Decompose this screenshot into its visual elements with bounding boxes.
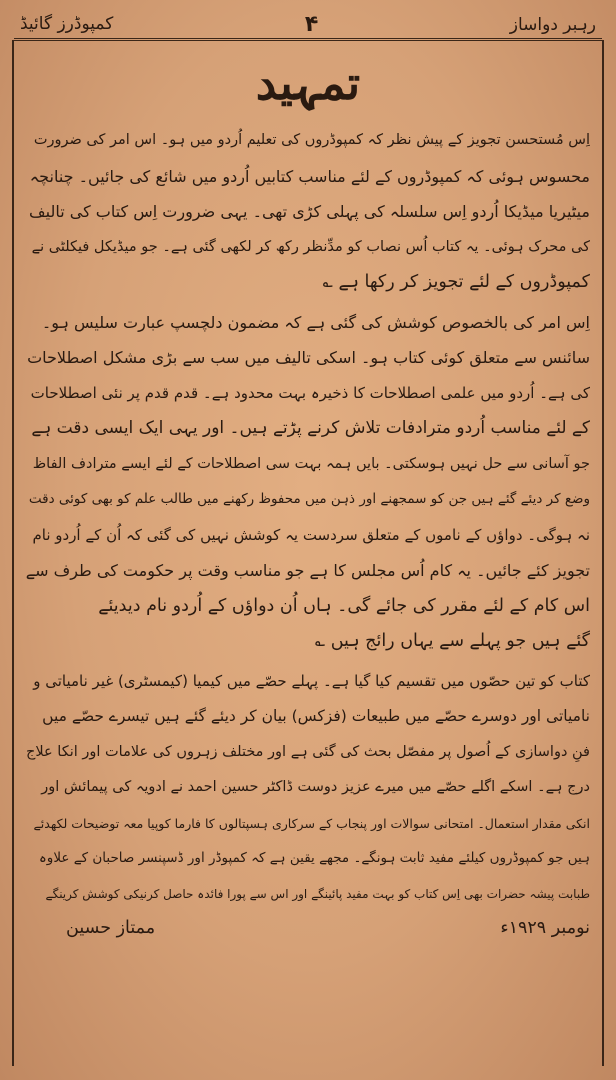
text-line: اس کام کے لئے مقرر کی جائے گی۔ ہاں اُن دواؤں کے اُردو نام دیدیئے	[98, 595, 590, 616]
paragraph	[26, 305, 590, 660]
text-line: اِس امر کی بالخصوص کوشش کی گئی ہے کہ مضمون دلچسپ عبارت سلیس ہو۔	[41, 312, 590, 332]
paragraph	[26, 123, 590, 301]
text-line: فنِ دواسازی کے اُصول پر مفصّل بحث کی گئی ہے اور مختلف زہروں کی علامات اور انکا علاج	[26, 743, 590, 760]
text-line: اِس مُستحسن تجویز کے پیش نظر کہ کمپوڈروں کی تعلیم اُردو میں ہو۔ اس امر کی ضرورت	[33, 132, 590, 148]
text-line: محسوس ہوئی کہ کمپوڈروں کے لئے مناسب کتابیں اُردو میں شائع کی جائیں۔ چنانچہ	[29, 166, 590, 186]
signature-name: ممتاز حسین	[66, 918, 156, 938]
page-number: ۴	[304, 11, 319, 37]
text-line: نامیاتی اور دوسرے حصّے میں طبیعات (فزکس) بیان کر دیئے گئے ہیں تیسرے حصّے میں	[42, 707, 590, 725]
section-title: تمہید	[255, 56, 361, 110]
text-line: کے لئے مناسب اُردو مترادفات تلاش کرنے پڑتے ہیں۔ اور یہی ایک ایسی دقت ہے	[31, 418, 590, 438]
text-line: طبابت پیشہ حضرات بھی اِس کتاب کو بہت مفید پائینگے اور اس سے پورا فائدہ حاصل کرنیکی کوشش کرینگے	[45, 886, 590, 901]
text-line: سائنس سے متعلق کوئی کتاب ہو۔ اسکی تالیف میں سب سے بڑی مشکل اصطلاحات	[27, 348, 590, 367]
text-line: جو آسانی سے حل نہیں ہوسکتی۔ بایں ہمہ بہت سی اصطلاحات کے لئے ایسے مترادف الفاظ	[32, 455, 590, 472]
text-line: ہیں جو کمپوڈروں کیلئے مفید ثابت ہونگے۔ مجھے یقین ہے کہ کمپوڈر اور ڈسپنسر صاحبان کے علاوہ	[38, 850, 590, 866]
text-line: درج ہے۔ اسکے اگلے حصّے میں میرے عزیز دوست ڈاکٹر حسین احمد نے ادویہ کی پیمائش اور	[41, 779, 590, 795]
header-book-title: رہبر دواساز	[509, 14, 596, 35]
text-line: تجویز کئے جائیں۔ یہ کام اُس مجلس کا ہے جو مناسب وقت پر حکومت کی طرف سے	[26, 561, 590, 580]
signature-date: نومبر ۱۹۲۹ء	[500, 918, 590, 938]
signature-block	[26, 912, 590, 944]
text-line: کمپوڈروں کے لئے تجویز کر رکھا ہے ؎	[322, 272, 590, 292]
page-header	[14, 10, 602, 41]
paragraph	[26, 664, 590, 913]
text-line: گئے ہیں جو پہلے سے یہاں رائج ہیں ؎	[314, 631, 590, 651]
header-running-title: کمپوڈرز گائیڈ	[20, 14, 114, 34]
text-line: کتاب کو تین حصّوں میں تقسیم کیا گیا ہے۔ پہلے حصّے میں کیمیا (کیمسٹری) غیر نامیاتی و	[33, 671, 590, 690]
text-line: میٹیریا میڈیکا اُردو اِس سلسلہ کی پہلی کڑی تھی۔ یہی ضرورت اِس کتاب کی تالیف	[29, 202, 590, 221]
body-text	[14, 123, 602, 944]
text-line: وضع کر دیئے گئے ہیں جن کو سمجھنے اور ذہن میں محفوظ رکھنے میں طالب علم کو بھی کوئی دقت	[28, 491, 590, 507]
text-line: انکی مقدار استعمال۔ امتحانی سوالات اور پنجاب کے سرکاری ہسپتالوں کا فارما کوپیا معہ توضیحات لکھدئے	[33, 815, 590, 831]
text-line: کی ہے۔ اُردو میں علمی اصطلاحات کا ذخیرہ بہت محدود ہے۔ قدم قدم پر نئی اصطلاحات	[30, 383, 590, 402]
text-line: نہ ہوگی۔ دواؤں کے ناموں کے متعلق سردست یہ کوشش نہیں کی گئی کہ اُن کے اُردو نام	[32, 525, 590, 544]
text-line: کی محرک ہوئی۔ یہ کتاب اُس نصاب کو مدِّنظر رکھ کر لکھی گئی ہے۔ جو میڈیکل فیکلٹی نے	[31, 238, 590, 255]
